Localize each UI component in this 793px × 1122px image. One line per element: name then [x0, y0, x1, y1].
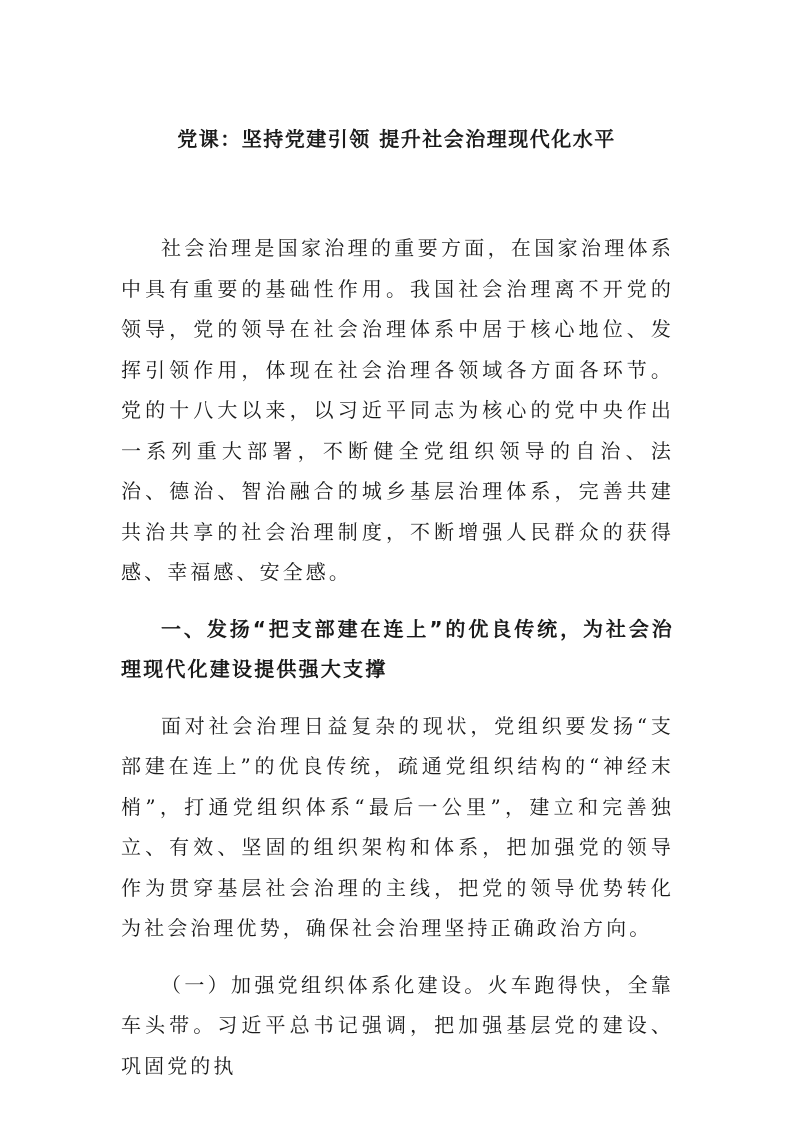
- section-1-1-paragraph: （一）加强党组织体系化建设。火车跑得快，全靠车头带。习近平总书记强调，把加强基层党的建设、巩固党的执: [121, 972, 674, 1078]
- section-1-paragraph: 面对社会治理日益复杂的现状，党组织要发扬“支部建在连上”的优良传统，疏通党组织结构的“神经末梢”，打通党组织体系“最后一公里”，建立和完善独立、有效、坚固的组织架构和体系，把加强党的领导作为贯穿基层社会治理的主线，把党的领导优势转化为社会治理优势，确保社会治理坚持正确政治方向。: [121, 713, 674, 940]
- intro-paragraph: 社会治理是国家治理的重要方面，在国家治理体系中具有重要的基础性作用。我国社会治理离不开党的领导，党的领导在社会治理体系中居于核心地位、发挥引领作用，体现在社会治理各领域各方面各环节。党的十八大以来，以习近平同志为核心的党中央作出一系列重大部署，不断健全党组织领导的自治、法治、德治、智治融合的城乡基层治理体系，完善共建共治共享的社会治理制度，不断增强人民群众的获得感、幸福感、安全感。: [121, 236, 674, 584]
- section-1-heading: 一、发扬“把支部建在连上”的优良传统，为社会治理现代化建设提供强大支撑: [121, 616, 674, 681]
- document-body: [121, 228, 674, 1102]
- document-title: 党课：坚持党建引领 提升社会治理现代化水平: [177, 127, 616, 151]
